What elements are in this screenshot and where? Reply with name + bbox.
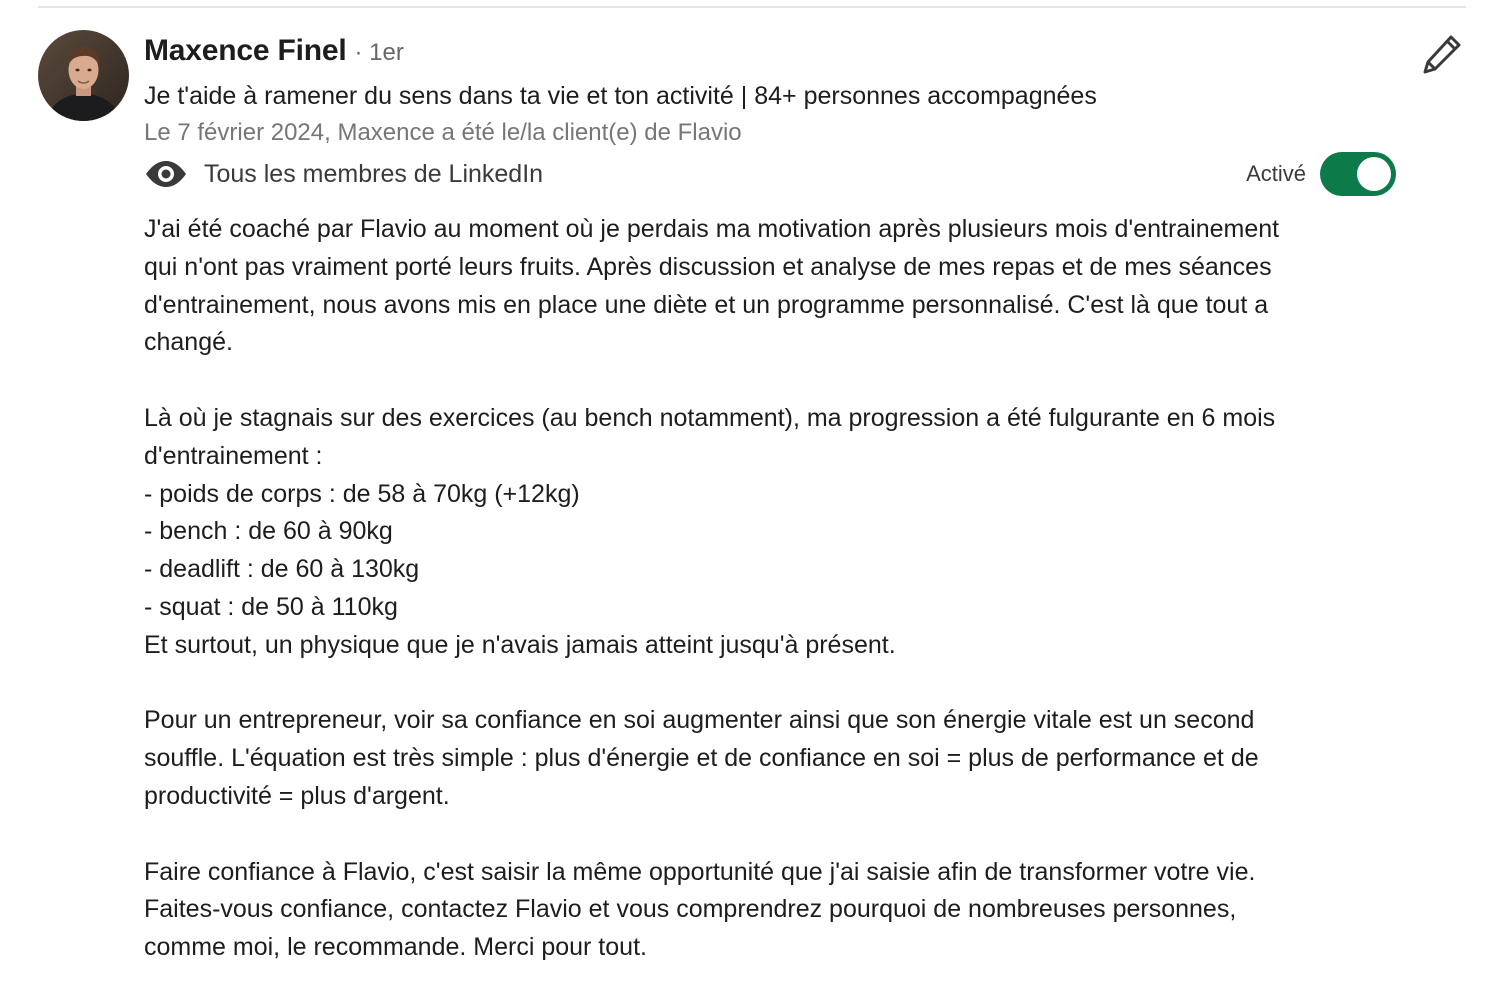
recommendation-card [144, 34, 1404, 967]
paragraph-spacer [144, 816, 1394, 854]
text-line: changé. [144, 328, 233, 357]
recommendation-text [144, 211, 1394, 967]
text-line: souffle. L'équation est très simple : plus d'énergie et de confiance en soi = plus de performance et de [144, 744, 1259, 773]
text-line: d'entrainement : [144, 441, 323, 470]
list-item: - squat : de 50 à 110kg [144, 592, 398, 621]
paragraph-4 [144, 854, 1394, 967]
toggle-label: Activé [1246, 161, 1306, 186]
toggle-knob [1357, 157, 1391, 191]
paragraph-spacer [144, 665, 1394, 703]
paragraph-3 [144, 702, 1394, 815]
text-line: Pour un entrepreneur, voir sa confiance en soi augmenter ainsi que son énergie vitale est un second [144, 706, 1255, 735]
list-item: - bench : de 60 à 90kg [144, 517, 393, 546]
visibility-toggle-group [1246, 151, 1396, 197]
author-row [144, 34, 1404, 74]
list-item: - deadlift : de 60 à 130kg [144, 555, 420, 584]
relationship-text: Le 7 février 2024, Maxence a été le/la client(e) de Flavio [144, 119, 742, 146]
text-line: Et surtout, un physique que je n'avais jamais atteint jusqu'à présent. [144, 630, 896, 659]
text-line: J'ai été coaché par Flavio au moment où je perdais ma motivation après plusieurs mois d'entrainement [144, 215, 1280, 243]
author-headline: Je t'aide à ramener du sens dans ta vie et ton activité | 84+ personnes accompagnées [144, 82, 1097, 110]
avatar-photo [38, 30, 129, 121]
avatar[interactable] [38, 30, 129, 121]
text-line: Faire confiance à Flavio, c'est saisir la même opportunité que j'ai saisie afin de transformer votre vie. [144, 857, 1256, 886]
paragraph-spacer [144, 362, 1394, 400]
pencil-icon [1420, 32, 1464, 76]
top-divider [38, 6, 1466, 8]
text-line: comme moi, le recommande. Merci pour tout. [144, 933, 647, 962]
paragraph-2 [144, 400, 1394, 665]
author-name[interactable]: Maxence Finel [144, 34, 347, 67]
list-item: - poids de corps : de 58 à 70kg (+12kg) [144, 479, 580, 508]
visibility-toggle[interactable] [1320, 152, 1396, 196]
paragraph-1 [144, 211, 1394, 362]
text-line: Faites-vous confiance, contactez Flavio et vous comprendrez pourquoi de nombreuses personnes, [144, 895, 1237, 924]
eye-icon [144, 160, 188, 188]
text-line: qui n'ont pas vraiment porté leurs fruits. Après discussion et analyse de mes repas et de mes séances [144, 252, 1272, 281]
visibility-row [144, 151, 1404, 197]
visibility-label: Tous les membres de LinkedIn [204, 159, 544, 188]
text-line: d'entrainement, nous avons mis en place une diète et un programme personnalisé. C'est là que tout a [144, 290, 1269, 319]
connection-degree: · 1er [354, 39, 404, 66]
text-line: Là où je stagnais sur des exercices (au bench notamment), ma progression a été fulgurante en 6 mois [144, 403, 1276, 432]
text-line: productivité = plus d'argent. [144, 781, 450, 810]
edit-button[interactable] [1420, 32, 1464, 76]
